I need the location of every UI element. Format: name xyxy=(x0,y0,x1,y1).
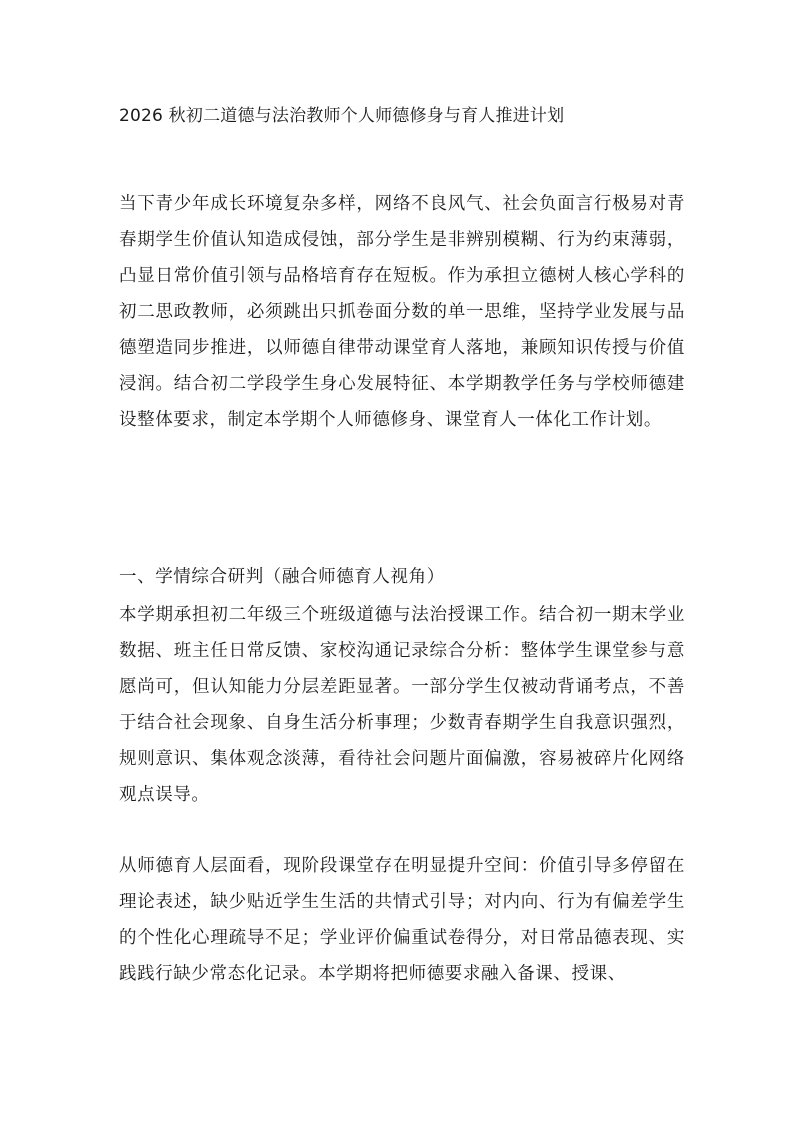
document-title: 2026 秋初二道德与法治教师个人师德修身与育人推进计划 xyxy=(119,106,565,126)
intro-paragraph: 当下青少年成长环境复杂多样，网络不良风气、社会负面言行极易对青春期学生价值认知造成侵蚀，部分学生是非辨别模糊、行为约束薄弱，凸显日常价值引领与品格培育存在短板。作为承担立德树人核心学科的初二思政教师，必须跳出只抓卷面分数的单一思维，坚持学业发展与品德塑造同步推进，以师德自律带动课堂育人落地，兼顾知识传授与价值浸润。结合初二学段学生身心发展特征、本学期教学任务与学校师德建设整体要求，制定本学期个人师德修身、课堂育人一体化工作计划。 xyxy=(119,194,685,430)
section-heading-1: 一、学情综合研判（融合师德育人视角） xyxy=(119,567,445,587)
section-1-paragraph-1: 本学期承担初二年级三个班级道德与法治授课工作。结合初一期末学业数据、班主任日常反馈、家校沟通记录综合分析：整体学生课堂参与意愿尚可，但认知能力分层差距显著。一部分学生仅被动背诵考点，不善于结合社会现象、自身生活分析事理；少数青春期学生自我意识强烈，规则意识、集体观念淡薄，看待社会问题片面偏激，容易被碎片化网络观点误导。 xyxy=(119,605,685,805)
section-1-paragraph-2: 从师德育人层面看，现阶段课堂存在明显提升空间：价值引导多停留在理论表述，缺少贴近学生生活的共情式引导；对内向、行为有偏差学生的个性化心理疏导不足；学业评价偏重试卷得分，对日常品德表现、实践践行缺少常态化记录。本学期将把师德要求融入备课、授课、 xyxy=(119,856,685,984)
